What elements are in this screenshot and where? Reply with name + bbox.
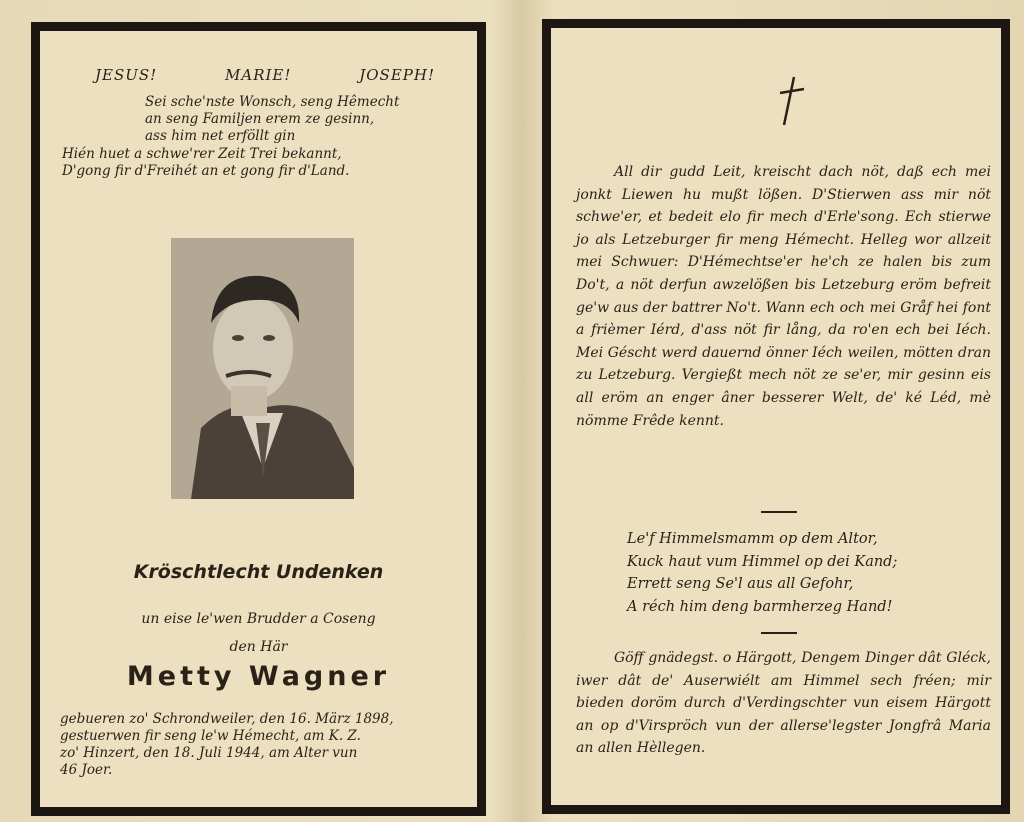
wish-verse-line: Sei sche'nste Wonsch, seng Hêmecht: [145, 94, 400, 110]
deceased-name: Metty Wagner: [126, 661, 391, 692]
loyalty-verse-line: D'gong fir d'Freihét an et gong fir d'Land.: [62, 163, 350, 179]
biography-line: zo' Hinzert, den 18. Juli 1944, am Alter vun: [60, 745, 358, 761]
card-title: Kröschtlecht Undenken: [133, 561, 384, 583]
portrait-photo: [171, 238, 354, 499]
wish-verse: [145, 94, 455, 145]
prayer-verse: [627, 528, 987, 618]
divider: [761, 511, 797, 513]
right-card: [542, 19, 1010, 814]
loyalty-verse: [62, 146, 462, 180]
cross-icon: [776, 73, 806, 129]
biography-line: 46 Joer.: [60, 762, 113, 778]
divider: [761, 632, 797, 634]
invocation-joseph: JOSEPH!: [359, 66, 435, 84]
biography-line: gebueren zo' Schrondweiler, den 16. März 1898,: [60, 711, 394, 727]
invocation-marie: MARIE!: [225, 66, 292, 84]
wish-verse-line: an seng Familjen erem ze gesinn,: [145, 111, 375, 127]
closing-prayer-paragraph: Göff gnädegst. o Härgott, Dengem Dinger dât Gléck, iwer dât de' Auserwiélt am Himmel sech fréen; mir bieden doröm durch d'Verdingschter vun eisem Härgott an op d'Virspröch vun der allerse'legster Jongfrâ Maria an allen Hèllegen.: [576, 650, 991, 756]
left-card: [31, 22, 486, 816]
invocation-heading: [95, 66, 435, 84]
prayer-verse-line: Errett seng Se'l aus all Gefohr,: [627, 576, 854, 592]
invocation-jesus: JESUS!: [95, 66, 158, 84]
prayer-verse-line: Le'f Himmelsmamm op dem Altor,: [627, 531, 878, 547]
dedication-line: un eise le'wen Brudder a Coseng: [141, 611, 376, 627]
prayer-verse-line: Kuck haut vum Himmel op dei Kand;: [627, 553, 898, 570]
biography: [60, 711, 460, 779]
farewell-paragraph: All dir gudd Leit, kreischt dach nöt, daß ech mei jonkt Liewen hu mußt lößen. D'Stierwen ass mir nöt schwe'er, et bedeit elo fir mech d'Erle'song. Ech stierwe jo als Letzeburger fir meng Hémecht. Helleg wor allzeit mei Schwuer: D'Hémechtse'er he'ch ze halen bis zum Do't, a nöt derfun awzelößen bis Letzeburg eröm befreit ge'w aus der battrer No't. Wann ech och mei Gråf hei font a frièmer Iérd, d'ass nöt fir lång, da ro'en ech bei Iéch. Mei Géscht werd dauernd önner Iéch weilen, mötten dran zu Letzeburg. Vergießt mech nöt ze se'er, mir gesinn eis all eröm an enger âner besserer Welt, de' ké Léd, mè nömme Frêde kennt.: [576, 164, 991, 429]
loyalty-verse-line: Hién huet a schwe'rer Zeit Trei bekannt,: [62, 146, 342, 162]
wish-verse-line: ass him net erföllt gin: [145, 128, 296, 144]
prayer-verse-line: A réch him deng barmherzeg Hand!: [627, 598, 893, 615]
biography-line: gestuerwen fir seng le'w Hémecht, am K. Z.: [60, 728, 361, 744]
honorific-line: den Här: [229, 639, 288, 655]
